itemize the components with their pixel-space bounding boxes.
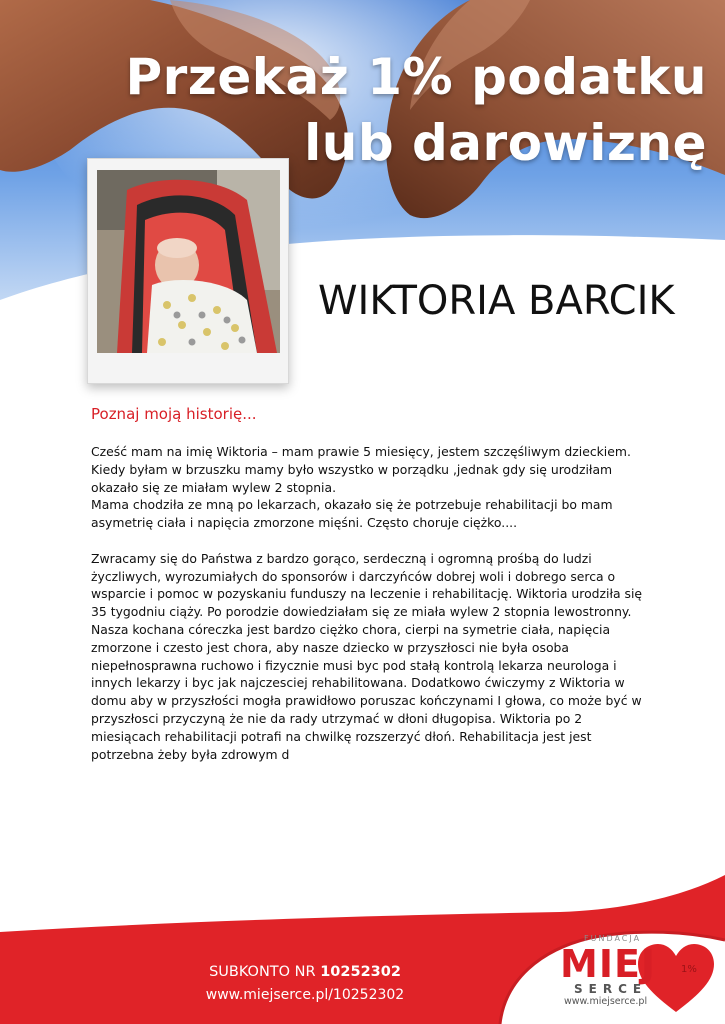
headline-line1: Przekaż 1% podatku [125,48,707,106]
donation-url[interactable]: www.miejserce.pl/10252302 [205,987,405,1003]
story-line: innych lekarzy i byc jak najczesciej rehabilitowana. Dodatkowo ćwiczymy z Wiktoria w [91,675,625,691]
heart-label: 1% [681,964,697,975]
story-line: przyszłosci przyczyną że nie da rady utrzymać w dłoni długopisa. Wiktoria po 2 [91,710,583,726]
story-line: miesiącach rehabilitacji potrafi na chwilkę rozszerzyć dłoń. Rehabilitacja jest jest [91,728,592,744]
headline [125,44,707,176]
logo-serce: SERCE [574,982,648,996]
story-line: 35 tygodniu ciąży. Po porodzie dowiedziałam się ze miała wylew 2 stopnia lewostronny. [91,604,632,620]
logo-miej: MIEJ [560,942,657,986]
story-line: potrzebna żeby była zdrowym d [91,746,290,762]
story-line: okazało się ze miałam wylew 2 stopnia. [91,479,337,495]
story-text [91,443,651,763]
photo-frame [87,158,289,384]
story-title: Poznaj moją historię... [91,405,257,423]
story-paragraph-1 [91,443,651,532]
subkonto-number: 10252302 [320,964,401,980]
story-line: życzliwych, wyrozumiałych do sponsorów i darczyńców dobrej woli i dobrego serca o [91,568,616,584]
story-line: Kiedy byłam w brzuszku mamy było wszystko w porządku ,jednak gdy się urodziłam [91,461,613,477]
story-line: Mama chodziła ze mną po lekarzach, okazało się że potrzebuje rehabilitacji bo mam [91,497,613,513]
story-line: asymetrię ciała i napięcia zmorzone mięśni. Często choruje ciężko.... [91,515,518,531]
headline-line2: lub darowiznę [304,114,707,172]
logo-url: www.miejserce.pl [564,996,648,1007]
story-line: Nasza kochana córeczka jest bardzo ciężko chora, cierpi na symetrie ciała, napięcia [91,621,611,637]
story-line: wsparcie i pomoc w pozyskaniu funduszy na leczenie i rehabilitację. Wiktoria urodziła się [91,586,643,602]
subkonto [0,964,610,980]
story-line: Cześć mam na imię Wiktoria – mam prawie 5 miesięcy, jestem szczęśliwym dzieckiem. [91,444,631,459]
story-paragraph-2 [91,550,651,764]
story-line: Zwracamy się do Państwa z bardzo gorąco, serdeczną i ogromną prośbą do ludzi [91,550,592,566]
child-name: WIKTORIA BARCIK [318,278,675,324]
story-line: niepełnosprawna ruchowo i fizycznie musi byc pod stałą kontrolą lekarza neurologa i [91,657,617,673]
story-line: domu aby w przyszłości mogła prawidłowo poruszac kończynami I głowa, co może być w [91,693,642,709]
story-line: zmorzone i czesto jest chora, aby nasze dziecko w przyszłosci nie była osoba [91,639,569,655]
logo-fundacja: FUNDACJA [584,934,642,943]
subkonto-label: SUBKONTO NR [209,964,321,980]
child-photo [97,170,280,353]
